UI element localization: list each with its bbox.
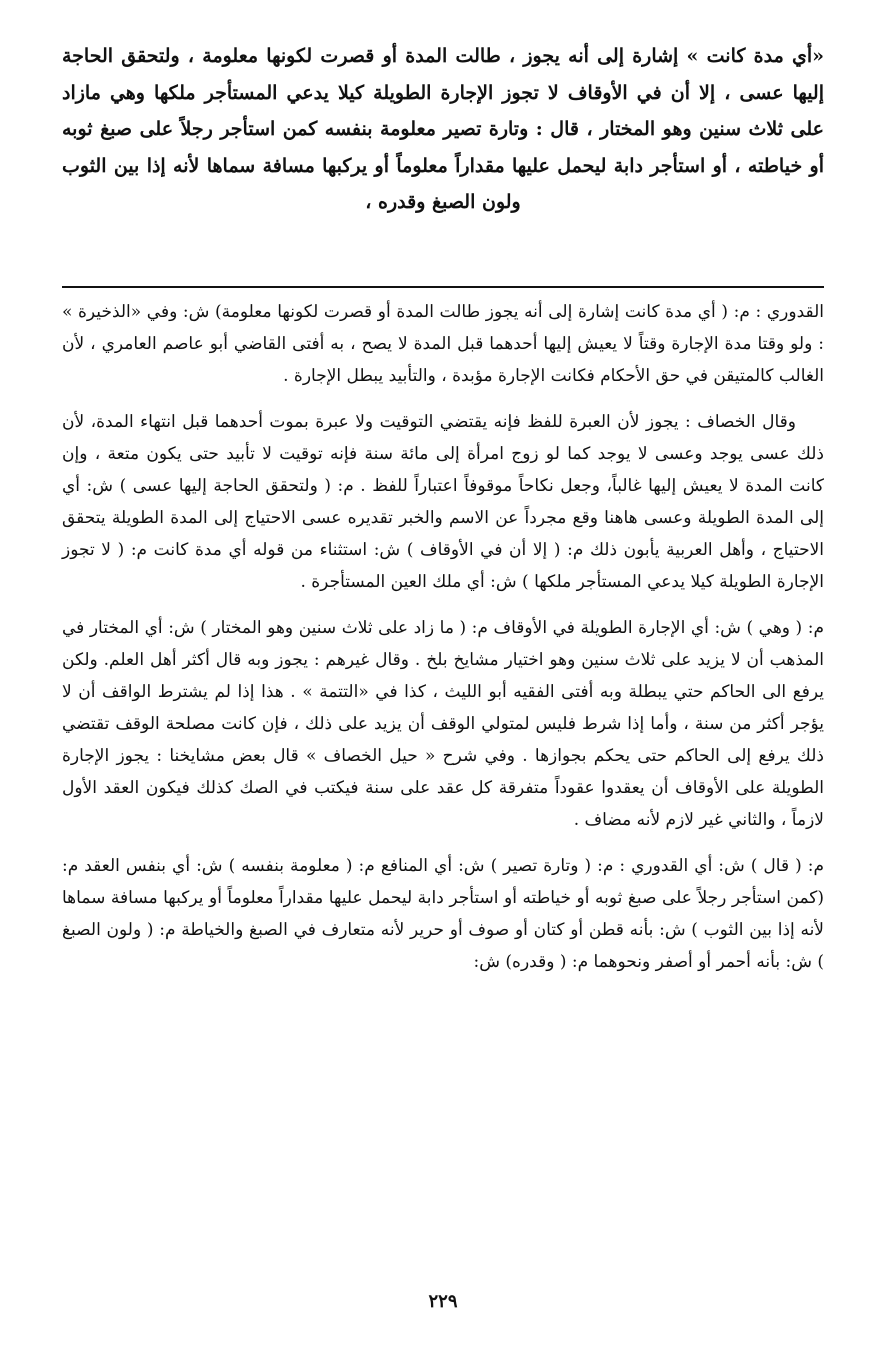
main-text: «أي مدة كانت » إشارة إلى أنه يجوز ، طالت المدة أو قصرت لكونها معلومة ، ولتحقق الحاجة إليها عسى ، إلا أن في الأوقاف لا تجوز الإجارة الطويلة كيلا يدعي المستأجر ملكها وهي مازاد على ثلاث سنين وهو المختار ، قال : وتارة تصير معلومة بنفسه كمن استأجر رجلاً على صبغ ثوبه أو خياطته ، أو استأجر دابة ليحمل عليها مقداراً معلوماً أو يركبها مسافة سماها لأنه إذا بين الثوب ولون الصبغ وقدره ، [62,45,824,213]
commentary-section [62,296,824,992]
commentary-paragraph-4: م: ( قال ) ش: أي القدوري : م: ( وتارة تصير ) ش: أي المنافع م: ( معلومة بنفسه ) ش: أي بنفس العقد م: (كمن استأجر رجلاً على صبغ ثوبه أو خياطته أو استأجر دابة ليحمل عليها مقداراً معلوماً أو يركبها مسافة سماها لأنه إذا بين الثوب ) ش: بأنه قطن أو كتان أو صوف أو حرير لأنه متعارف في الصبغ والخياطة م: ( ولون الصبغ ) ش: بأنه أحمر أو أصفر ونحوهما م: ( وقدره) ش: [62,856,824,972]
commentary-paragraph-3: م: ( وهي ) ش: أي الإجارة الطويلة في الأوقاف م: ( ما زاد على ثلاث سنين وهو المختار ) ش: أي المختار في المذهب أن لا يزيد على ثلاث سنين وهو اختيار مشايخ بلخ . وقال غيرهم : يجوز وبه قال أكثر أهل العلم. ولكن يرفع الى الحاكم حتي يبطلة وبه أفتى الفقيه أبو الليث ، كذا في «التتمة » . هذا إذا لم يشترط الواقف أن لا يؤجر أكثر من سنة ، وأما إذا شرط فليس لمتولي الوقف أن يزيد على ذلك ، فإن كانت مصلحة الوقف تقتضي ذلك يرفع إلى الحاكم حتى يحكم بجوازها . وفي شرح « حيل الخصاف » قال بعض مشايخنا : يجوز الإجارة الطويلة على الأوقاف أن يعقدوا عقوداً متفرقة كل عقد على سنة فيكتب في الصك كذلك فيكون العقد الأول لازماً ، والثاني غير لازم لأنه مضاف . [62,618,824,830]
main-text-block [62,38,824,221]
page-number: ٢٢٩ [428,1291,458,1312]
commentary-paragraph-1: القدوري : م: ( أي مدة كانت إشارة إلى أنه يجوز طالت المدة أو قصرت لكونها معلومة) ش: وفي «الذخيرة » : ولو وقتا مدة الإجارة وقتاً لا يعيش إليها أحدهما قبل المدة لا يصح ، به أفتى القاضي أبو عاصم العامري ، لأن الغالب كالمتيقن في حق الأحكام فكانت الإجارة مؤبدة ، والتأبيد يبطل الإجارة . [62,302,824,386]
commentary-paragraph-2: وقال الخصاف : يجوز لأن العبرة للفظ فإنه يقتضي التوقيت ولا عبرة بموت أحدهما قبل انتهاء المدة، لأن ذلك عسى يوجد وعسى لا يوجد كما لو زوج امرأة إلى مائة سنة فإنه توقيت لا تأبيد حتى يكون متعة ، وإن كانت المدة لا يعيش إليها غالباً، وجعل نكاحاً موقوفاً اعتباراً للفظ . م: ( ولتحقق الحاجة إليها عسى ) ش: أي إلى المدة الطويلة وعسى هاهنا وقع مجرداً عن الاسم والخبر تقديره عسى الاحتياج إلى المدة الطويلة يتحقق الاحتياج ، وأهل العربية يأبون ذلك م: ( إلا أن في الأوقاف ) ش: استثناء من قوله أي مدة كانت م: ( لا تجوز الإجارة الطويلة كيلا يدعي المستأجر ملكها ) ش: أي ملك العين المستأجرة . [62,412,824,592]
divider-line [62,286,824,288]
document-page [62,38,824,1338]
